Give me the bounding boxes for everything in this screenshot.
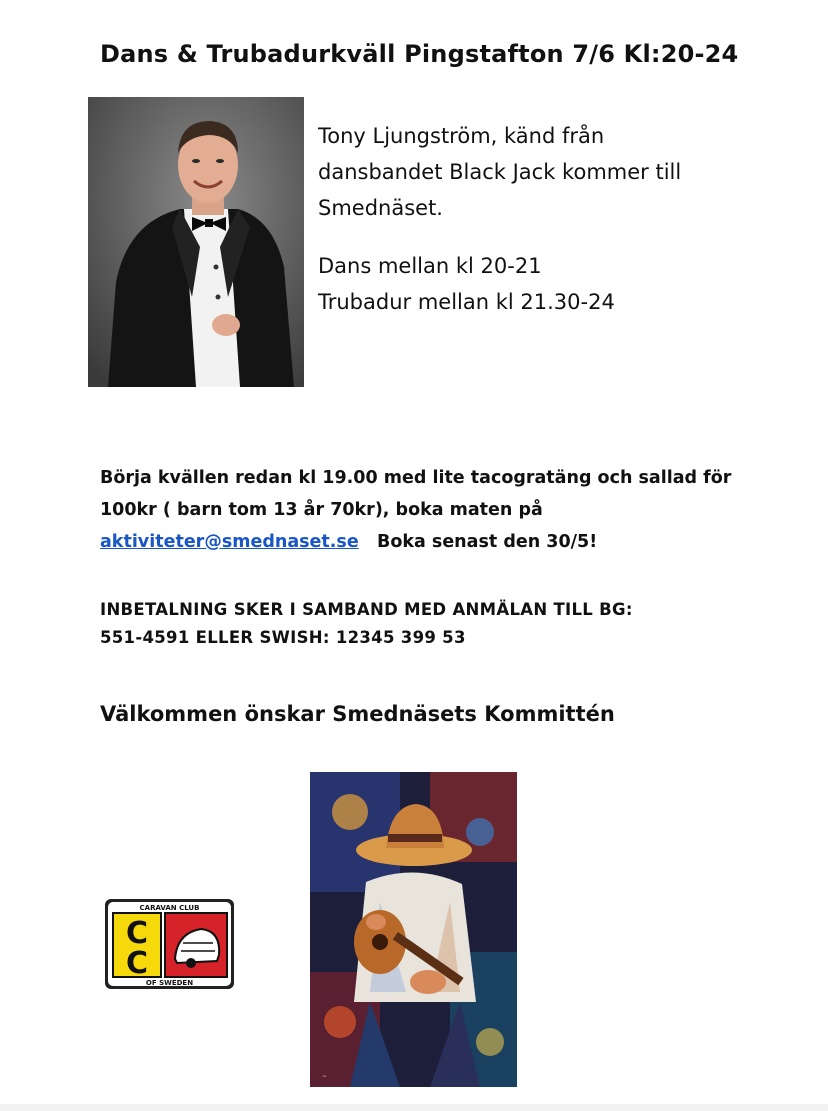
logo-bottom-text: OF SWEDEN: [145, 979, 194, 987]
food-line: 100kr ( barn tom 13 år 70kr), boka maten på: [100, 500, 543, 520]
welcome-message: Välkommen önskar Smednäsets Kommittén: [100, 702, 615, 726]
caravan-club-logo: [105, 899, 234, 989]
food-info: [100, 462, 760, 558]
booking-deadline: Boka senast den 30/5!: [377, 532, 598, 552]
payment-line: 551-4591 ELLER SWISH: 12345 399 53: [100, 628, 466, 647]
logo-letter: C: [125, 916, 149, 951]
intro-line: dansbandet Black Jack kommer till: [318, 160, 682, 184]
guitarist-painting: [310, 772, 517, 1087]
payment-info: [100, 596, 780, 652]
email-link[interactable]: aktiviteter@smednaset.se: [100, 532, 359, 552]
schedule-troubadour: Trubadur mellan kl 21.30-24: [318, 290, 615, 314]
performer-photo: [88, 97, 304, 387]
performer-intro: [318, 118, 718, 320]
logo-letter: C: [125, 946, 149, 981]
intro-line: Smednäset.: [318, 196, 443, 220]
page-title: Dans & Trubadurkväll Pingstafton 7/6 Kl:20-24: [100, 40, 739, 68]
logo-top-text: CARAVAN CLUB: [139, 904, 200, 912]
schedule-dance: Dans mellan kl 20-21: [318, 254, 542, 278]
payment-line: INBETALNING SKER I SAMBAND MED ANMÄLAN TILL BG:: [100, 600, 633, 619]
food-line: Börja kvällen redan kl 19.00 med lite tacogratäng och sallad för: [100, 468, 732, 488]
page-bottom-edge: [0, 1104, 828, 1111]
intro-line: Tony Ljungström, känd från: [318, 124, 605, 148]
svg-text:~: ~: [322, 1073, 328, 1080]
